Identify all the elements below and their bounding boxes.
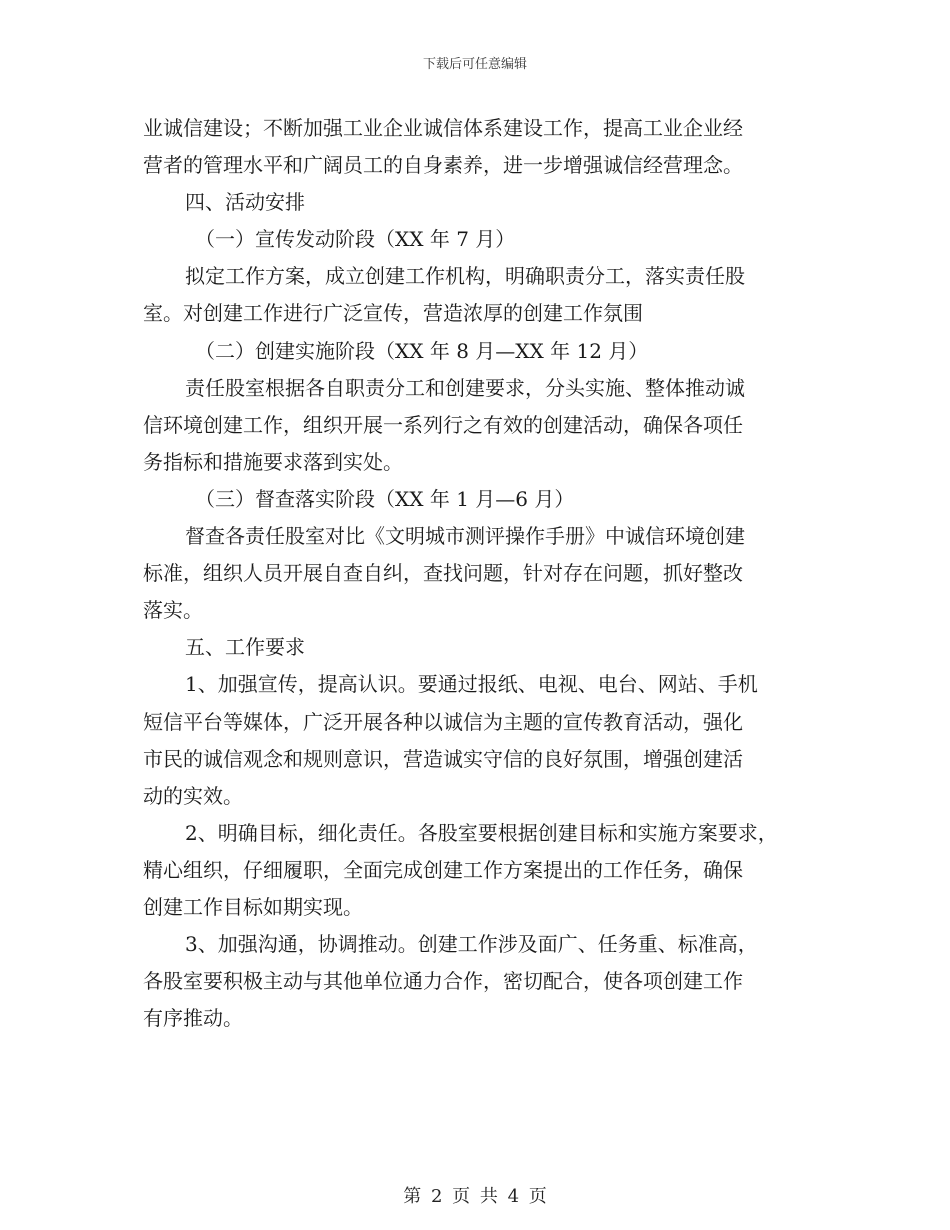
text-line: 标准，组织人员开展自查自纠，查找问题，针对存在问题，抓好整改 xyxy=(143,561,743,586)
text-line: 务指标和措施要求落到实处。 xyxy=(143,449,403,474)
text-line: 动的实效。 xyxy=(143,783,243,808)
document-body xyxy=(143,110,833,1037)
text-line: 督查各责任股室对比《文明城市测评操作手册》中诚信环境创建 xyxy=(185,524,745,549)
subsection-heading: （二）创建实施阶段（XX 年 8 月—XX 年 12 月） xyxy=(195,338,649,363)
section-heading: 四、活动安排 xyxy=(185,190,305,215)
subsection-heading: （三）督查落实阶段（XX 年 1 月—6 月） xyxy=(195,486,575,511)
text-line: 3、加强沟通，协调推动。创建工作涉及面广、任务重、标准高， xyxy=(185,932,758,957)
text-line: 信环境创建工作，组织开展一系列行之有效的创建活动，确保各项任 xyxy=(143,412,743,437)
text-line: 各股室要积极主动与其他单位通力合作，密切配合，使各项创建工作 xyxy=(143,969,743,994)
text-line: 室。对创建工作进行广泛宣传，营造浓厚的创建工作氛围 xyxy=(143,301,643,326)
text-line: 短信平台等媒体，广泛开展各种以诚信为主题的宣传教育活动，强化 xyxy=(143,709,743,734)
text-line: 1、加强宣传，提高认识。要通过报纸、电视、电台、网站、手机 xyxy=(185,672,758,697)
text-line: 落实。 xyxy=(143,598,203,623)
text-line: 有序推动。 xyxy=(143,1006,243,1031)
text-line: 拟定工作方案，成立创建工作机构，明确职责分工，落实责任股 xyxy=(185,264,745,289)
text-line: 营者的管理水平和广阔员工的自身素养，进一步增强诚信经营理念。 xyxy=(143,153,743,178)
text-line: 精心组织，仔细履职，全面完成创建工作方案提出的工作任务，确保 xyxy=(143,857,743,882)
page-header-note: 下载后可任意编辑 xyxy=(422,57,527,72)
section-heading: 五、工作要求 xyxy=(185,635,305,660)
text-line: 市民的诚信观念和规则意识，营造诚实守信的良好氛围，增强创建活 xyxy=(143,746,743,771)
page-number: 第 2 页 共 4 页 xyxy=(403,1186,547,1207)
subsection-heading: （一）宣传发动阶段（XX 年 7 月） xyxy=(195,227,516,252)
text-line: 创建工作目标如期实现。 xyxy=(143,894,363,919)
text-line: 业诚信建设；不断加强工业企业诚信体系建设工作，提高工业企业经 xyxy=(143,116,743,140)
text-line: 2、明确目标，细化责任。各股室要根据创建目标和实施方案要求， xyxy=(185,820,778,845)
text-line: 责任股室根据各自职责分工和创建要求，分头实施、整体推动诚 xyxy=(185,375,745,400)
